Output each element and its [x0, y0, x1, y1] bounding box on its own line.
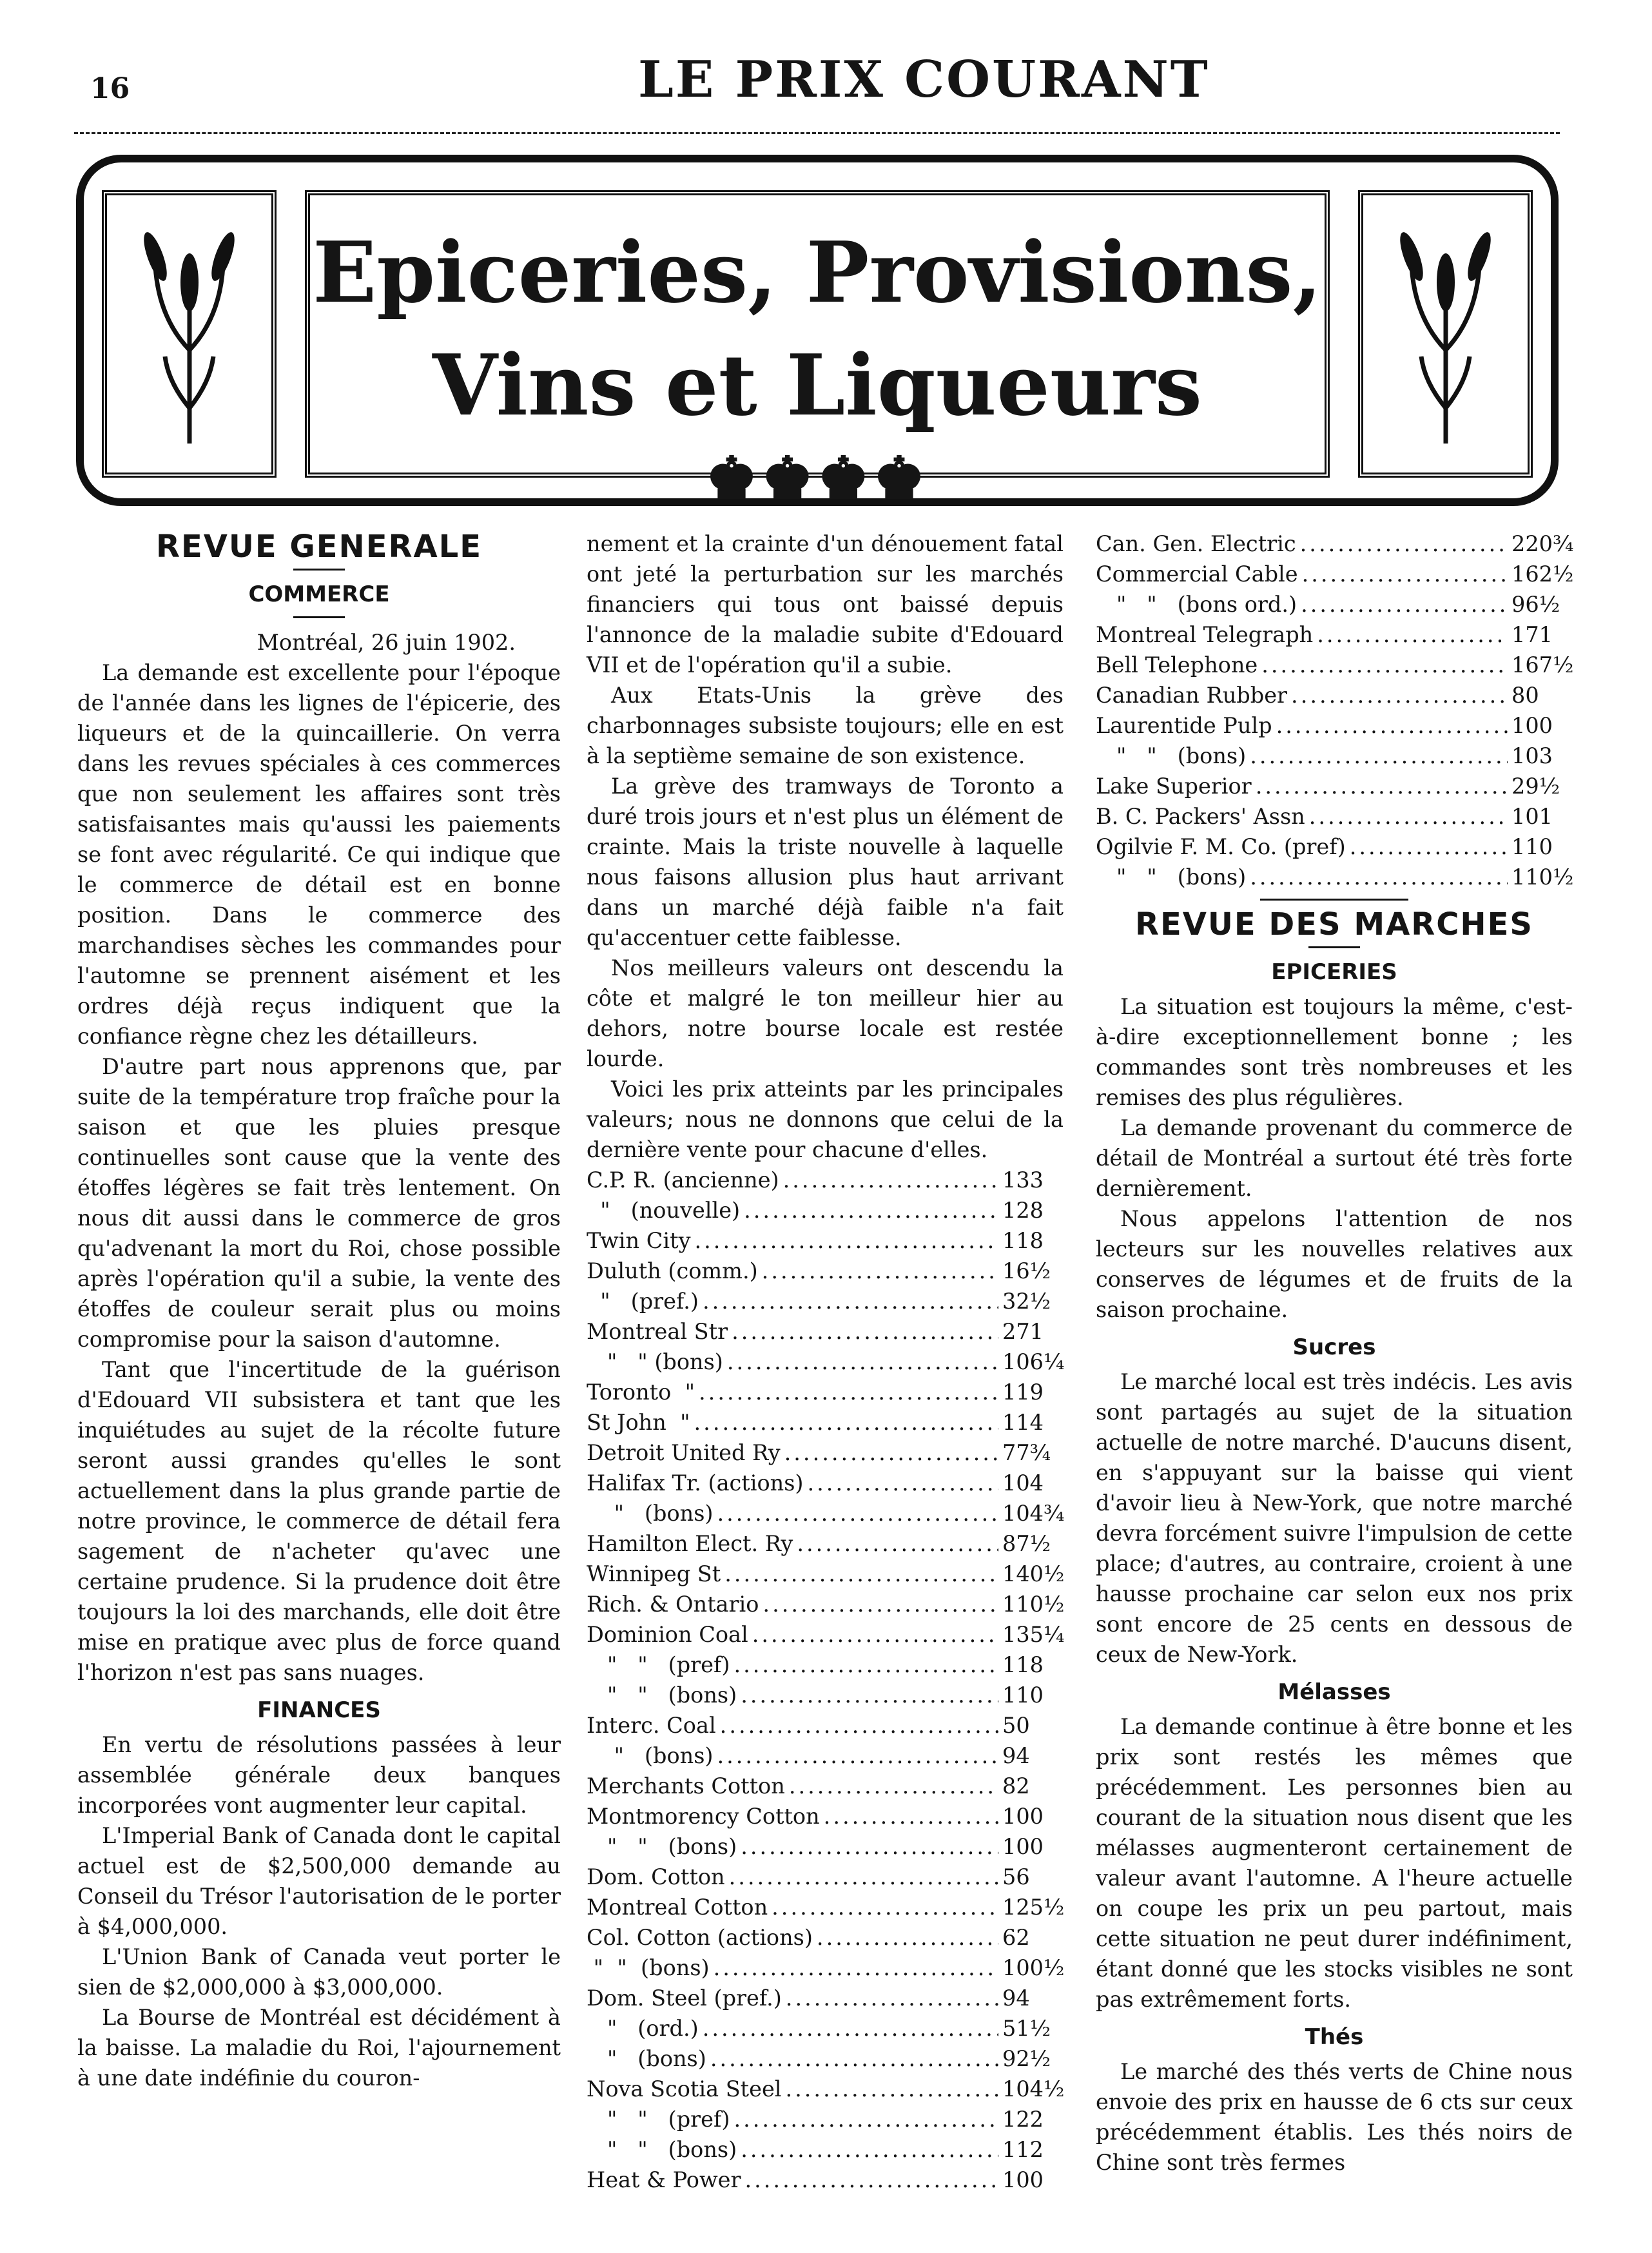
security-name: " (nouvelle): [587, 1198, 741, 1223]
price-row: [587, 1619, 1064, 1650]
security-price: 114: [1002, 1410, 1044, 1435]
security-price: 122: [1002, 2107, 1044, 2132]
security-name: Canadian Rubber: [1096, 683, 1288, 708]
crown-ornament-icon: ♚♚♚♚: [705, 444, 929, 512]
price-row: [1096, 619, 1573, 650]
dot-leader: [720, 1710, 998, 1741]
security-price: 110: [1511, 834, 1553, 859]
section-banner: [76, 155, 1559, 512]
security-name: Montmorency Cotton: [587, 1804, 820, 1829]
security-name: Bell Telephone: [1096, 652, 1258, 678]
security-price: 162½: [1511, 561, 1574, 587]
dot-leader: [817, 1922, 998, 1953]
price-row: [587, 1650, 1064, 1680]
security-name: Duluth (comm.): [587, 1258, 758, 1283]
banner-title-line1: Epiceries, Provisions,: [313, 223, 1322, 322]
security-price: 103: [1511, 743, 1553, 768]
dateline: Montréal, 26 juin 1902.: [257, 630, 516, 655]
stock-price-list: [1096, 529, 1573, 892]
divider: [1308, 946, 1360, 948]
price-row: [1096, 862, 1573, 892]
price-row: [587, 1286, 1064, 1316]
dot-leader: [1300, 529, 1508, 559]
paragraph: nement et la crainte d'un dénouement fatal ont jeté la perturbation sur les marchés financiers qui tous ont baissé depuis l'annonce de la maladie subite d'Edouard VII et de l'opération qu'il a subie.: [587, 531, 1064, 678]
divider: [293, 569, 345, 571]
price-row: [587, 1256, 1064, 1286]
price-row: [587, 1468, 1064, 1498]
paragraph: D'autre part nous apprenons que, par suite de la température trop fraîche pour la saison et que les pluies presque continuelles sont cause que la vente des étoffes légères se fait très lentement. On nous dit aussi dans le commerce de gros qu'advenant la mort du Roi, chose possible après l'opération qu'il a subie, la vente des étoffes de couleur serait plus ou moins compromise pour la saison d'automne.: [77, 1054, 561, 1352]
security-name: Toronto ": [587, 1380, 695, 1405]
price-row: [1096, 832, 1573, 862]
paragraph: La demande est excellente pour l'époque de l'année dans les lignes de l'épicerie, des liqueurs et de la quincaillerie. On verra dans les revues spéciales à ces commerces que non seulement les affaires sont très satisfaisantes mais qu'aussi les paiements se font avec régularité. Ce qui indique que le commerce de détail est en bonne position. Dans le commerce des marchandises sèches les commandes pour l'automne se prennent aisément et les ordres déjà reçus indiquent que la confiance règne chez les détailleurs.: [77, 660, 561, 1049]
dot-leader: [703, 2013, 998, 2043]
price-row: [587, 2165, 1064, 2195]
price-row: [587, 1862, 1064, 1892]
security-price: 104: [1002, 1470, 1044, 1496]
dot-leader: [752, 1619, 998, 1650]
security-price: 100: [1002, 1834, 1044, 1859]
dot-leader: [729, 1862, 998, 1892]
paragraph: Aux Etats-Unis la grève des charbonnages subsiste toujours; elle en est à la septième semaine de son existence.: [587, 683, 1064, 768]
subheading-thes: Thés: [1305, 2024, 1364, 2050]
security-name: " " (bons): [1096, 864, 1247, 890]
security-price: 133: [1002, 1167, 1044, 1193]
security-name: Hamilton Elect. Ry: [587, 1531, 793, 1556]
security-name: " (bons): [587, 1501, 714, 1526]
price-row: [587, 2043, 1064, 2074]
dot-leader: [734, 1650, 998, 1680]
paragraph: Nous appelons l'attention de nos lecteurs sur les nouvelles relatives aux conserves de légumes et de fruits de la saison prochaine.: [1096, 1206, 1573, 1322]
price-row: [587, 1316, 1064, 1347]
security-price: 100: [1002, 2167, 1044, 2192]
paragraph: Tant que l'incertitude de la guérison d'Edouard VII subsistera et tant que les inquiétudes au sujet de la récolte future seront aussi grandes qu'elles le sont actuellement dans la plus grande partie de notre province, le commerce de détail fera sagement de n'acheter qu'avec une certaine prudence. Si la prudence doit être toujours la loi des marchands, elle doit être mise en pratique avec plus de force quand l'horizon n'est pas sans nuages.: [77, 1357, 561, 1685]
security-name: " " (bons): [587, 2137, 737, 2162]
price-row: [1096, 710, 1573, 741]
security-price: 104½: [1002, 2076, 1065, 2102]
price-row: [587, 1559, 1064, 1589]
dot-leader: [1250, 741, 1508, 771]
security-name: " " (bons): [587, 1349, 723, 1374]
security-price: 100: [1002, 1804, 1044, 1829]
security-price: 101: [1511, 804, 1553, 829]
security-price: 118: [1002, 1228, 1044, 1253]
banner-title-line2: [310, 336, 1325, 512]
security-name: " " (pref): [587, 1652, 730, 1677]
security-price: 128: [1002, 1198, 1044, 1223]
security-name: Rich. & Ontario: [587, 1592, 759, 1617]
security-name: Dom. Steel (pref.): [587, 1985, 782, 2011]
dot-leader: [786, 1983, 998, 2013]
security-name: Heat & Power: [587, 2167, 741, 2192]
subheading-commerce: COMMERCE: [248, 581, 390, 607]
security-name: " " (bons ord.): [1096, 592, 1297, 617]
security-price: 110½: [1002, 1592, 1065, 1617]
security-name: " " (bons): [587, 1682, 737, 1708]
price-row: [587, 1680, 1064, 1710]
column-3: [1096, 529, 1573, 2178]
dot-leader: [797, 1528, 998, 1559]
security-name: " (bons): [587, 2046, 706, 2071]
dot-leader: [703, 1286, 998, 1316]
masthead: LE PRIX COURANT: [638, 50, 1210, 109]
security-price: 77¾: [1002, 1440, 1051, 1465]
security-name: Nova Scotia Steel: [587, 2076, 782, 2102]
security-price: 100: [1511, 713, 1553, 738]
price-row: [587, 1498, 1064, 1528]
price-row: [1096, 650, 1573, 680]
security-price: 100½: [1002, 1955, 1065, 1980]
top-rule: [74, 132, 1560, 134]
dot-leader: [1250, 862, 1508, 892]
paragraph: Nos meilleurs valeurs ont descendu la côte et malgré le ton meilleur hier au dehors, notre bourse locale est restée lourde.: [587, 955, 1064, 1071]
dot-leader: [784, 1438, 998, 1468]
security-name: " " (pref): [587, 2107, 730, 2132]
price-row: [587, 1741, 1064, 1771]
price-row: [587, 1953, 1064, 1983]
security-name: Twin City: [587, 1228, 691, 1253]
price-row: [587, 1438, 1064, 1468]
divider: [1260, 899, 1408, 901]
price-row: [1096, 741, 1573, 771]
paragraph: La Bourse de Montréal est décidément à la baisse. La maladie du Roi, l'ajournement à une date indéfinie du couron-: [77, 2005, 561, 2091]
security-name: " " (bons): [587, 1955, 710, 1980]
dot-leader: [727, 1347, 998, 1377]
paragraph: Le marché local est très indécis. Les avis sont partagés au sujet de la situation actuelle de notre marché. D'aucuns disent, en s'appuyant sur la baisse qui vient d'avoir lieu à New-York, que notre marché devra forcément suivre l'impulsion de cette place; d'autres, au contraire, croient à une hausse prochaine car selon eux nos prix sont encore de 25 cents en dessous de ceux de New-York.: [1096, 1369, 1573, 1667]
subheading-finances: FINANCES: [257, 1697, 381, 1723]
dot-leader: [1276, 710, 1508, 741]
security-name: Montreal Telegraph: [1096, 622, 1314, 647]
dot-leader: [808, 1468, 999, 1498]
price-row: [587, 1801, 1064, 1831]
wheat-right-icon: [1358, 190, 1533, 478]
security-price: 171: [1511, 622, 1553, 647]
paragraph: Le marché des thés verts de Chine nous envoie des prix en hausse de 6 cts sur ceux précédemment établis. Les thés noirs de Chine sont très fermes: [1096, 2059, 1573, 2175]
dot-leader: [1350, 832, 1508, 862]
security-price: 271: [1002, 1319, 1044, 1344]
security-name: " (ord.): [587, 2016, 699, 2041]
dot-leader: [772, 1892, 998, 1922]
price-row: [587, 1922, 1064, 1953]
dot-leader: [741, 2134, 998, 2165]
heading-revue-des-marches: REVUE DES MARCHES: [1135, 906, 1533, 942]
price-row: [587, 1377, 1064, 1407]
column-2: [587, 529, 1064, 2195]
paragraph: L'Imperial Bank of Canada dont le capital actuel est de $2,500,000 demande au Conseil du Trésor l'autorisation de le porter à $4,000,000.: [77, 1823, 561, 1939]
security-price: 16½: [1002, 1258, 1051, 1283]
security-price: 92½: [1002, 2046, 1051, 2071]
security-price: 94: [1002, 1743, 1030, 1768]
heading-revue-generale: REVUE GENERALE: [155, 529, 482, 565]
paragraph: La demande provenant du commerce de détail de Montréal a surtout été très forte dernièrement.: [1096, 1115, 1573, 1201]
security-name: Lake Superior: [1096, 774, 1252, 799]
security-price: 125½: [1002, 1895, 1065, 1920]
security-price: 29½: [1511, 774, 1560, 799]
dot-leader: [741, 1680, 998, 1710]
price-row: [587, 1831, 1064, 1862]
security-name: St John ": [587, 1410, 690, 1435]
security-price: 104¾: [1002, 1501, 1065, 1526]
dot-leader: [714, 1953, 998, 1983]
dot-leader: [1317, 619, 1508, 650]
paragraph: La situation est toujours la même, c'est-à-dire exceptionnellement bonne ; les commandes sont très nombreuses et les remises des plus régulières.: [1096, 994, 1573, 1110]
price-row: [587, 1225, 1064, 1256]
security-price: 135¼: [1002, 1622, 1065, 1647]
security-name: C.P. R. (ancienne): [587, 1167, 779, 1193]
security-name: Detroit United Ry: [587, 1440, 781, 1465]
dot-leader: [1261, 650, 1508, 680]
subheading-melasses: Mélasses: [1278, 1679, 1391, 1705]
security-price: 62: [1002, 1925, 1030, 1950]
price-row: [1096, 529, 1573, 559]
price-row: [1096, 680, 1573, 710]
dot-leader: [724, 1559, 998, 1589]
banner-title-text: Vins et Liqueurs: [432, 336, 1203, 434]
price-row: [587, 1407, 1064, 1438]
dot-leader: [785, 2074, 998, 2104]
security-price: 220¾: [1511, 531, 1574, 556]
stock-price-list: [587, 1165, 1064, 2195]
security-name: Winnipeg St: [587, 1561, 721, 1586]
dot-leader: [763, 1589, 998, 1619]
security-price: 110½: [1511, 864, 1574, 890]
security-price: 110: [1002, 1682, 1044, 1708]
security-price: 80: [1511, 683, 1539, 708]
dot-leader: [1301, 589, 1508, 619]
security-price: 51½: [1002, 2016, 1051, 2041]
dot-leader: [734, 2104, 998, 2134]
security-name: Col. Cotton (actions): [587, 1925, 813, 1950]
security-price: 112: [1002, 2137, 1044, 2162]
dot-leader: [717, 1741, 998, 1771]
security-name: Montreal Str: [587, 1319, 728, 1344]
subheading-epiceries: EPICERIES: [1271, 959, 1397, 985]
security-name: Merchants Cotton: [587, 1773, 785, 1799]
security-name: Commercial Cable: [1096, 561, 1298, 587]
dot-leader: [824, 1801, 998, 1831]
price-row: [1096, 801, 1573, 832]
security-price: 96½: [1511, 592, 1560, 617]
security-name: Interc. Coal: [587, 1713, 716, 1738]
dot-leader: [694, 1407, 998, 1438]
price-row: [587, 2013, 1064, 2043]
security-price: 94: [1002, 1985, 1030, 2011]
dot-leader: [741, 1831, 998, 1862]
security-name: " (pref.): [587, 1289, 699, 1314]
price-row: [1096, 559, 1573, 589]
dot-leader: [744, 1195, 998, 1225]
security-price: 106¼: [1002, 1349, 1065, 1374]
dot-leader: [789, 1771, 998, 1801]
dot-leader: [732, 1316, 998, 1347]
price-row: [587, 2134, 1064, 2165]
security-name: Ogilvie F. M. Co. (pref): [1096, 834, 1346, 859]
security-price: 56: [1002, 1864, 1030, 1889]
dot-leader: [783, 1165, 998, 1195]
dot-leader: [1256, 771, 1508, 801]
page-number: 16: [90, 72, 130, 105]
security-price: 82: [1002, 1773, 1030, 1799]
wheat-left-icon: [102, 190, 277, 478]
dot-leader: [717, 1498, 998, 1528]
price-row: [587, 1983, 1064, 2013]
divider: [293, 616, 345, 618]
security-name: Halifax Tr. (actions): [587, 1470, 804, 1496]
dot-leader: [744, 2165, 998, 2195]
dot-leader: [1291, 680, 1508, 710]
security-price: 87½: [1002, 1531, 1051, 1556]
dot-leader: [1302, 559, 1508, 589]
paragraph: L'Union Bank of Canada veut porter le sien de $2,000,000 à $3,000,000.: [77, 1944, 561, 2000]
security-price: 119: [1002, 1380, 1044, 1405]
dot-leader: [710, 2043, 998, 2074]
security-name: Dom. Cotton: [587, 1864, 725, 1889]
security-name: " " (bons): [1096, 743, 1247, 768]
security-name: " (bons): [587, 1743, 714, 1768]
price-row: [587, 2104, 1064, 2134]
security-name: Montreal Cotton: [587, 1895, 768, 1920]
price-row: [587, 1771, 1064, 1801]
price-row: [587, 1710, 1064, 1741]
security-name: " " (bons): [587, 1834, 737, 1859]
banner-title-panel: [305, 190, 1330, 512]
dot-leader: [1309, 801, 1508, 832]
security-name: Dominion Coal: [587, 1622, 748, 1647]
security-price: 32½: [1002, 1289, 1051, 1314]
column-1: [77, 529, 561, 2093]
subheading-sucres: Sucres: [1292, 1334, 1376, 1360]
paragraph: Voici les prix atteints par les principales valeurs; nous ne donnons que celui de la dernière vente pour chacune d'elles.: [587, 1077, 1064, 1162]
security-price: 118: [1002, 1652, 1044, 1677]
security-price: 50: [1002, 1713, 1030, 1738]
price-row: [1096, 771, 1573, 801]
security-price: 167½: [1511, 652, 1574, 678]
security-name: B. C. Packers' Assn: [1096, 804, 1305, 829]
paragraph: La grève des tramways de Toronto a duré trois jours et n'est plus un élément de crainte. Mais la triste nouvelle à laquelle nous faisons allusion plus haut arrivant dans un marché déjà faible n'a fait qu'accentuer cette faiblesse.: [587, 774, 1064, 950]
price-row: [587, 1347, 1064, 1377]
price-row: [587, 1528, 1064, 1559]
dot-leader: [762, 1256, 998, 1286]
price-row: [587, 2074, 1064, 2104]
price-row: [1096, 589, 1573, 619]
paragraph: En vertu de résolutions passées à leur assemblée générale deux banques incorporées vont augmenter leur capital.: [77, 1732, 561, 1818]
price-row: [587, 1195, 1064, 1225]
price-row: [587, 1892, 1064, 1922]
dot-leader: [699, 1377, 998, 1407]
security-name: Laurentide Pulp: [1096, 713, 1272, 738]
security-name: Can. Gen. Electric: [1096, 531, 1296, 556]
dot-leader: [695, 1225, 999, 1256]
price-row: [587, 1165, 1064, 1195]
paragraph: La demande continue à être bonne et les prix sont restés les mêmes que précédemment. Les personnes bien au courant de la situation nous disent que les mélasses augmenteront certainement de valeur avant l'automne. A l'heure actuelle on coupe les prix un peu partout, mais cette situation ne peut durer indéfiniment, étant donné que les stocks visibles ne sont pas extrêmement forts.: [1096, 1714, 1573, 2012]
security-price: 140½: [1002, 1561, 1065, 1586]
price-row: [587, 1589, 1064, 1619]
